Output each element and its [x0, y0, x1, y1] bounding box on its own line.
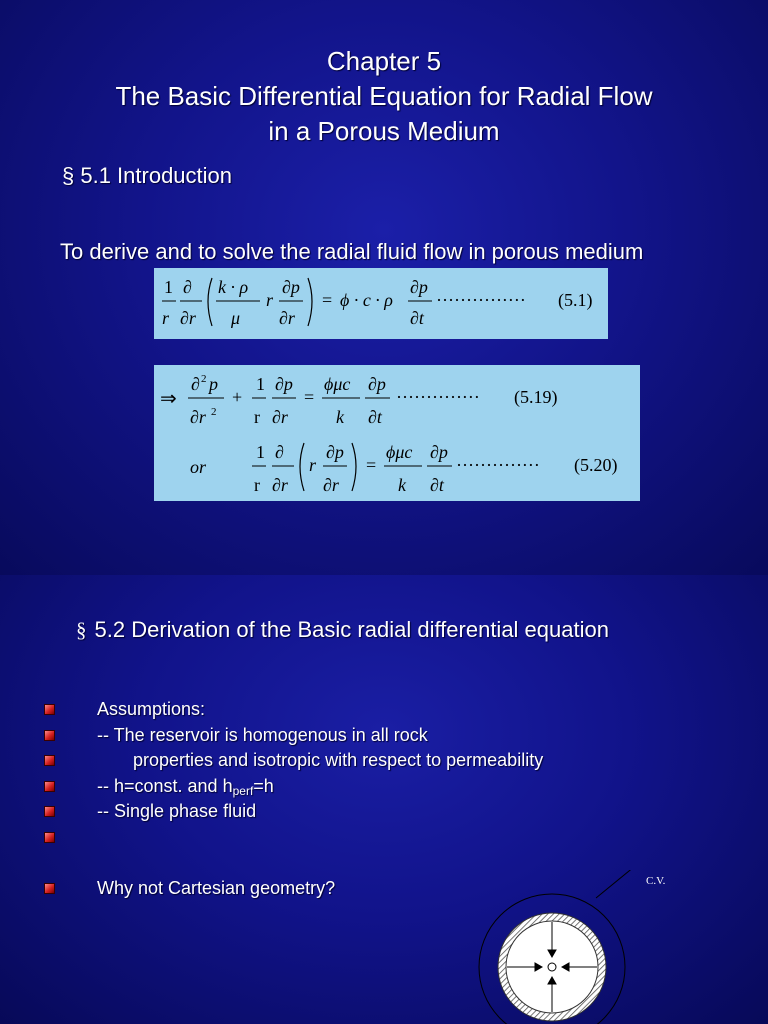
chapter-title — [40, 44, 728, 149]
svg-text:∂p: ∂p — [326, 442, 344, 462]
svg-text:r: r — [309, 455, 317, 475]
title-line-1: Chapter 5 — [326, 46, 442, 76]
svg-text:r: r — [162, 308, 170, 328]
svg-text:1: 1 — [256, 442, 265, 462]
section-heading-text: 5.2 Derivation of the Basic radial differential equation — [94, 617, 609, 642]
section-heading-5-1: § 5.1 Introduction — [62, 163, 233, 188]
svg-text:=: = — [366, 455, 377, 475]
svg-text:ϕ · c · ρ: ϕ · c · ρ — [340, 290, 393, 310]
svg-text:∂t: ∂t — [430, 475, 444, 495]
wellbore-icon — [548, 963, 556, 971]
title-line-2: The Basic Differential Equation for Radial Flow — [115, 81, 653, 111]
control-volume-label: C.V. — [646, 875, 666, 887]
svg-text:∂t: ∂t — [410, 308, 424, 328]
svg-text:∂r: ∂r — [323, 475, 339, 495]
svg-text:k · ρ: k · ρ — [218, 277, 249, 297]
section-symbol: § — [76, 618, 87, 642]
equation-5-1-box — [154, 268, 608, 339]
title-line-3: in a Porous Medium — [268, 116, 500, 146]
svg-text:=: = — [322, 290, 333, 310]
slide-2 — [0, 575, 768, 1024]
svg-text:∂r: ∂r — [272, 407, 288, 427]
section-heading-5-2 — [76, 617, 609, 643]
equation-5-19-5-20-box — [154, 365, 640, 501]
intro-paragraph: To derive and to solve the radial fluid flow in porous medium — [60, 239, 644, 264]
svg-text:+: + — [232, 387, 243, 407]
equation-5-19-number: (5.19) — [514, 387, 558, 407]
svg-text:∂: ∂ — [183, 277, 192, 297]
svg-text:1: 1 — [164, 277, 173, 297]
radial-flow-diagram — [478, 870, 638, 1024]
list-item: -- The reservoir is homogenous in all rock — [44, 723, 744, 749]
bullet-square-icon — [44, 730, 55, 741]
equation-5-20-number: (5.20) — [574, 455, 618, 475]
svg-text:r: r — [254, 475, 260, 495]
svg-text:∂r: ∂r — [180, 308, 196, 328]
svg-text:∂p: ∂p — [410, 277, 428, 297]
bullet-square-icon — [44, 883, 55, 894]
svg-text:r: r — [254, 407, 260, 427]
svg-text:∂r: ∂r — [279, 308, 295, 328]
bullet-square-icon — [44, 781, 55, 792]
svg-text:p: p — [209, 374, 218, 394]
svg-text:ϕμc: ϕμc — [324, 374, 351, 394]
cv-leader-line — [596, 870, 638, 898]
svg-text:1: 1 — [256, 374, 265, 394]
bullet-square-icon — [44, 806, 55, 817]
svg-text:∂r: ∂r — [272, 475, 288, 495]
bullet-square-icon — [44, 832, 55, 843]
svg-text:∂t: ∂t — [368, 407, 382, 427]
svg-text:∂p: ∂p — [275, 374, 293, 394]
svg-text:···············: ··············· — [436, 290, 526, 310]
list-item: -- h=const. and $h_{perf}=h$ — [44, 774, 744, 800]
svg-text:=: = — [304, 387, 315, 407]
bullet-square-icon — [44, 755, 55, 766]
svg-text:··············: ·············· — [456, 455, 540, 475]
svg-text:ϕμc: ϕμc — [386, 442, 413, 462]
svg-text:∂r: ∂r — [190, 407, 206, 427]
list-item: Why not Cartesian geometry? — [44, 876, 744, 902]
equation-5-1 — [154, 268, 608, 339]
svg-text:2: 2 — [201, 373, 207, 385]
assumptions-list — [44, 697, 744, 902]
svg-text:⇒: ⇒ — [160, 388, 177, 410]
svg-text:k: k — [336, 407, 344, 427]
list-item — [44, 825, 744, 851]
list-item: properties and isotropic with respect to permeability — [44, 748, 744, 774]
svg-text:∂p: ∂p — [430, 442, 448, 462]
equation-5-1-number: (5.1) — [558, 290, 593, 310]
svg-text:μ: μ — [231, 308, 241, 328]
list-item: -- Single phase fluid — [44, 799, 744, 825]
svg-text:··············: ·············· — [396, 387, 480, 407]
svg-text:k: k — [398, 475, 406, 495]
svg-text:∂: ∂ — [191, 374, 200, 394]
bullet-square-icon — [44, 704, 55, 715]
equation-or-label: or — [190, 457, 207, 477]
list-item: Assumptions: — [44, 697, 744, 723]
svg-text:2: 2 — [211, 406, 217, 418]
svg-text:∂p: ∂p — [368, 374, 386, 394]
equations-5-19-5-20 — [154, 365, 640, 501]
svg-text:∂p: ∂p — [282, 277, 300, 297]
svg-text:r: r — [266, 290, 274, 310]
svg-text:∂: ∂ — [275, 442, 284, 462]
